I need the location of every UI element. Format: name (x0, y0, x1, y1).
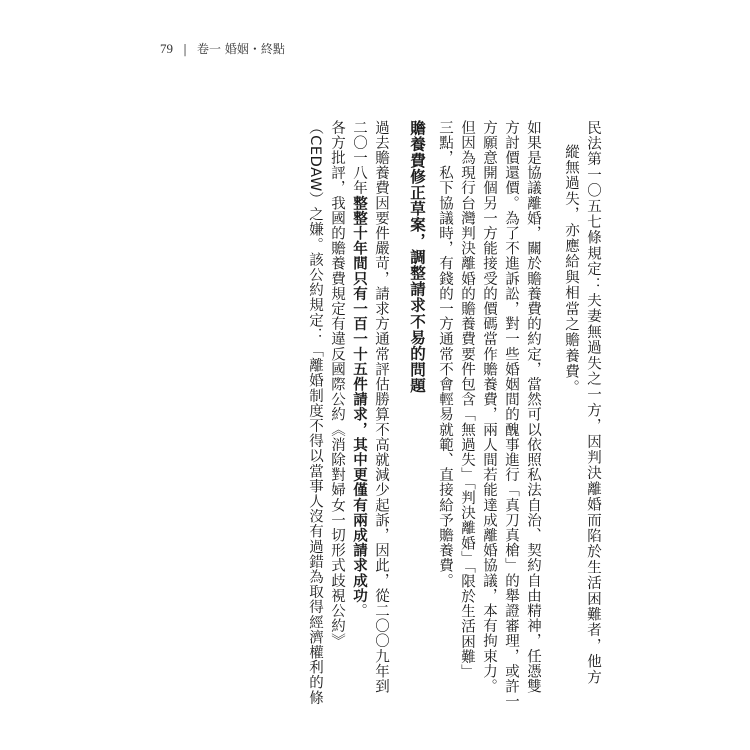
paragraph1-line-1: 如果是協議離婚，關於贍養費的約定，當然可以依照私法自治、契約自由精神，任憑雙 (525, 120, 541, 694)
vertical-text-body (160, 120, 601, 709)
paragraph2-bold-statistic: 整整十年間只有一百一十五件請求，其中更僅有兩成請求成功 (351, 195, 367, 604)
paragraph1-line-3: 方願意開個另一方能接受的價碼當作贍養費，兩人間若能達成離婚協議，本有拘束力。 (481, 120, 497, 694)
civil-code-quote-line-2: 縱無過失，亦應給與相當之贍養費。 (563, 144, 579, 396)
civil-code-quote-line-1: 民法第一〇五七條規定：夫妻無過失之一方，因判決離婚而陷於生活困難者，他方 (585, 120, 601, 686)
page-number: 79 (160, 40, 173, 56)
paragraph1-line-2: 方討價還價。為了不進訴訟，對一些婚姻間的醜事進行「真刀真槍」的舉證審理，或許一 (503, 120, 519, 709)
running-header (160, 40, 285, 57)
chapter-title: 卷一 婚姻・終點 (197, 42, 285, 56)
paragraph2-line-2-start: 二〇一八年 (351, 120, 367, 196)
paragraph1-line-5: 三點，私下協議時，有錢的一方通常不會輕易就範、直接給予贍養費。 (437, 120, 453, 589)
paragraph2-line-2-end: 。 (351, 603, 367, 619)
paragraph2-line-1: 過去贍養費因要件嚴苛，請求方通常評估勝算不高就減少起訴，因此，從二〇〇九年到 (373, 120, 389, 694)
paragraph2-line-2 (344, 120, 366, 700)
section-heading: 贍養費修正草案，調整請求不易的問題 (408, 120, 426, 394)
header-separator: | (183, 41, 188, 56)
paragraph2-line-4: （CEDAW）之嫌。該公約規定：「離婚制度不得以當事人沒有過錯為取得經濟權利的條 (307, 120, 323, 706)
paragraph2-line-3: 各方批評，我國的贍養費規定有違反國際公約《消除對婦女一切形式歧視公約》 (329, 120, 345, 649)
paragraph1-line-4: 但因為現行台灣判決離婚的贍養費要件包含「無過失」「判決離婚」「限於生活困難」 (459, 120, 475, 680)
